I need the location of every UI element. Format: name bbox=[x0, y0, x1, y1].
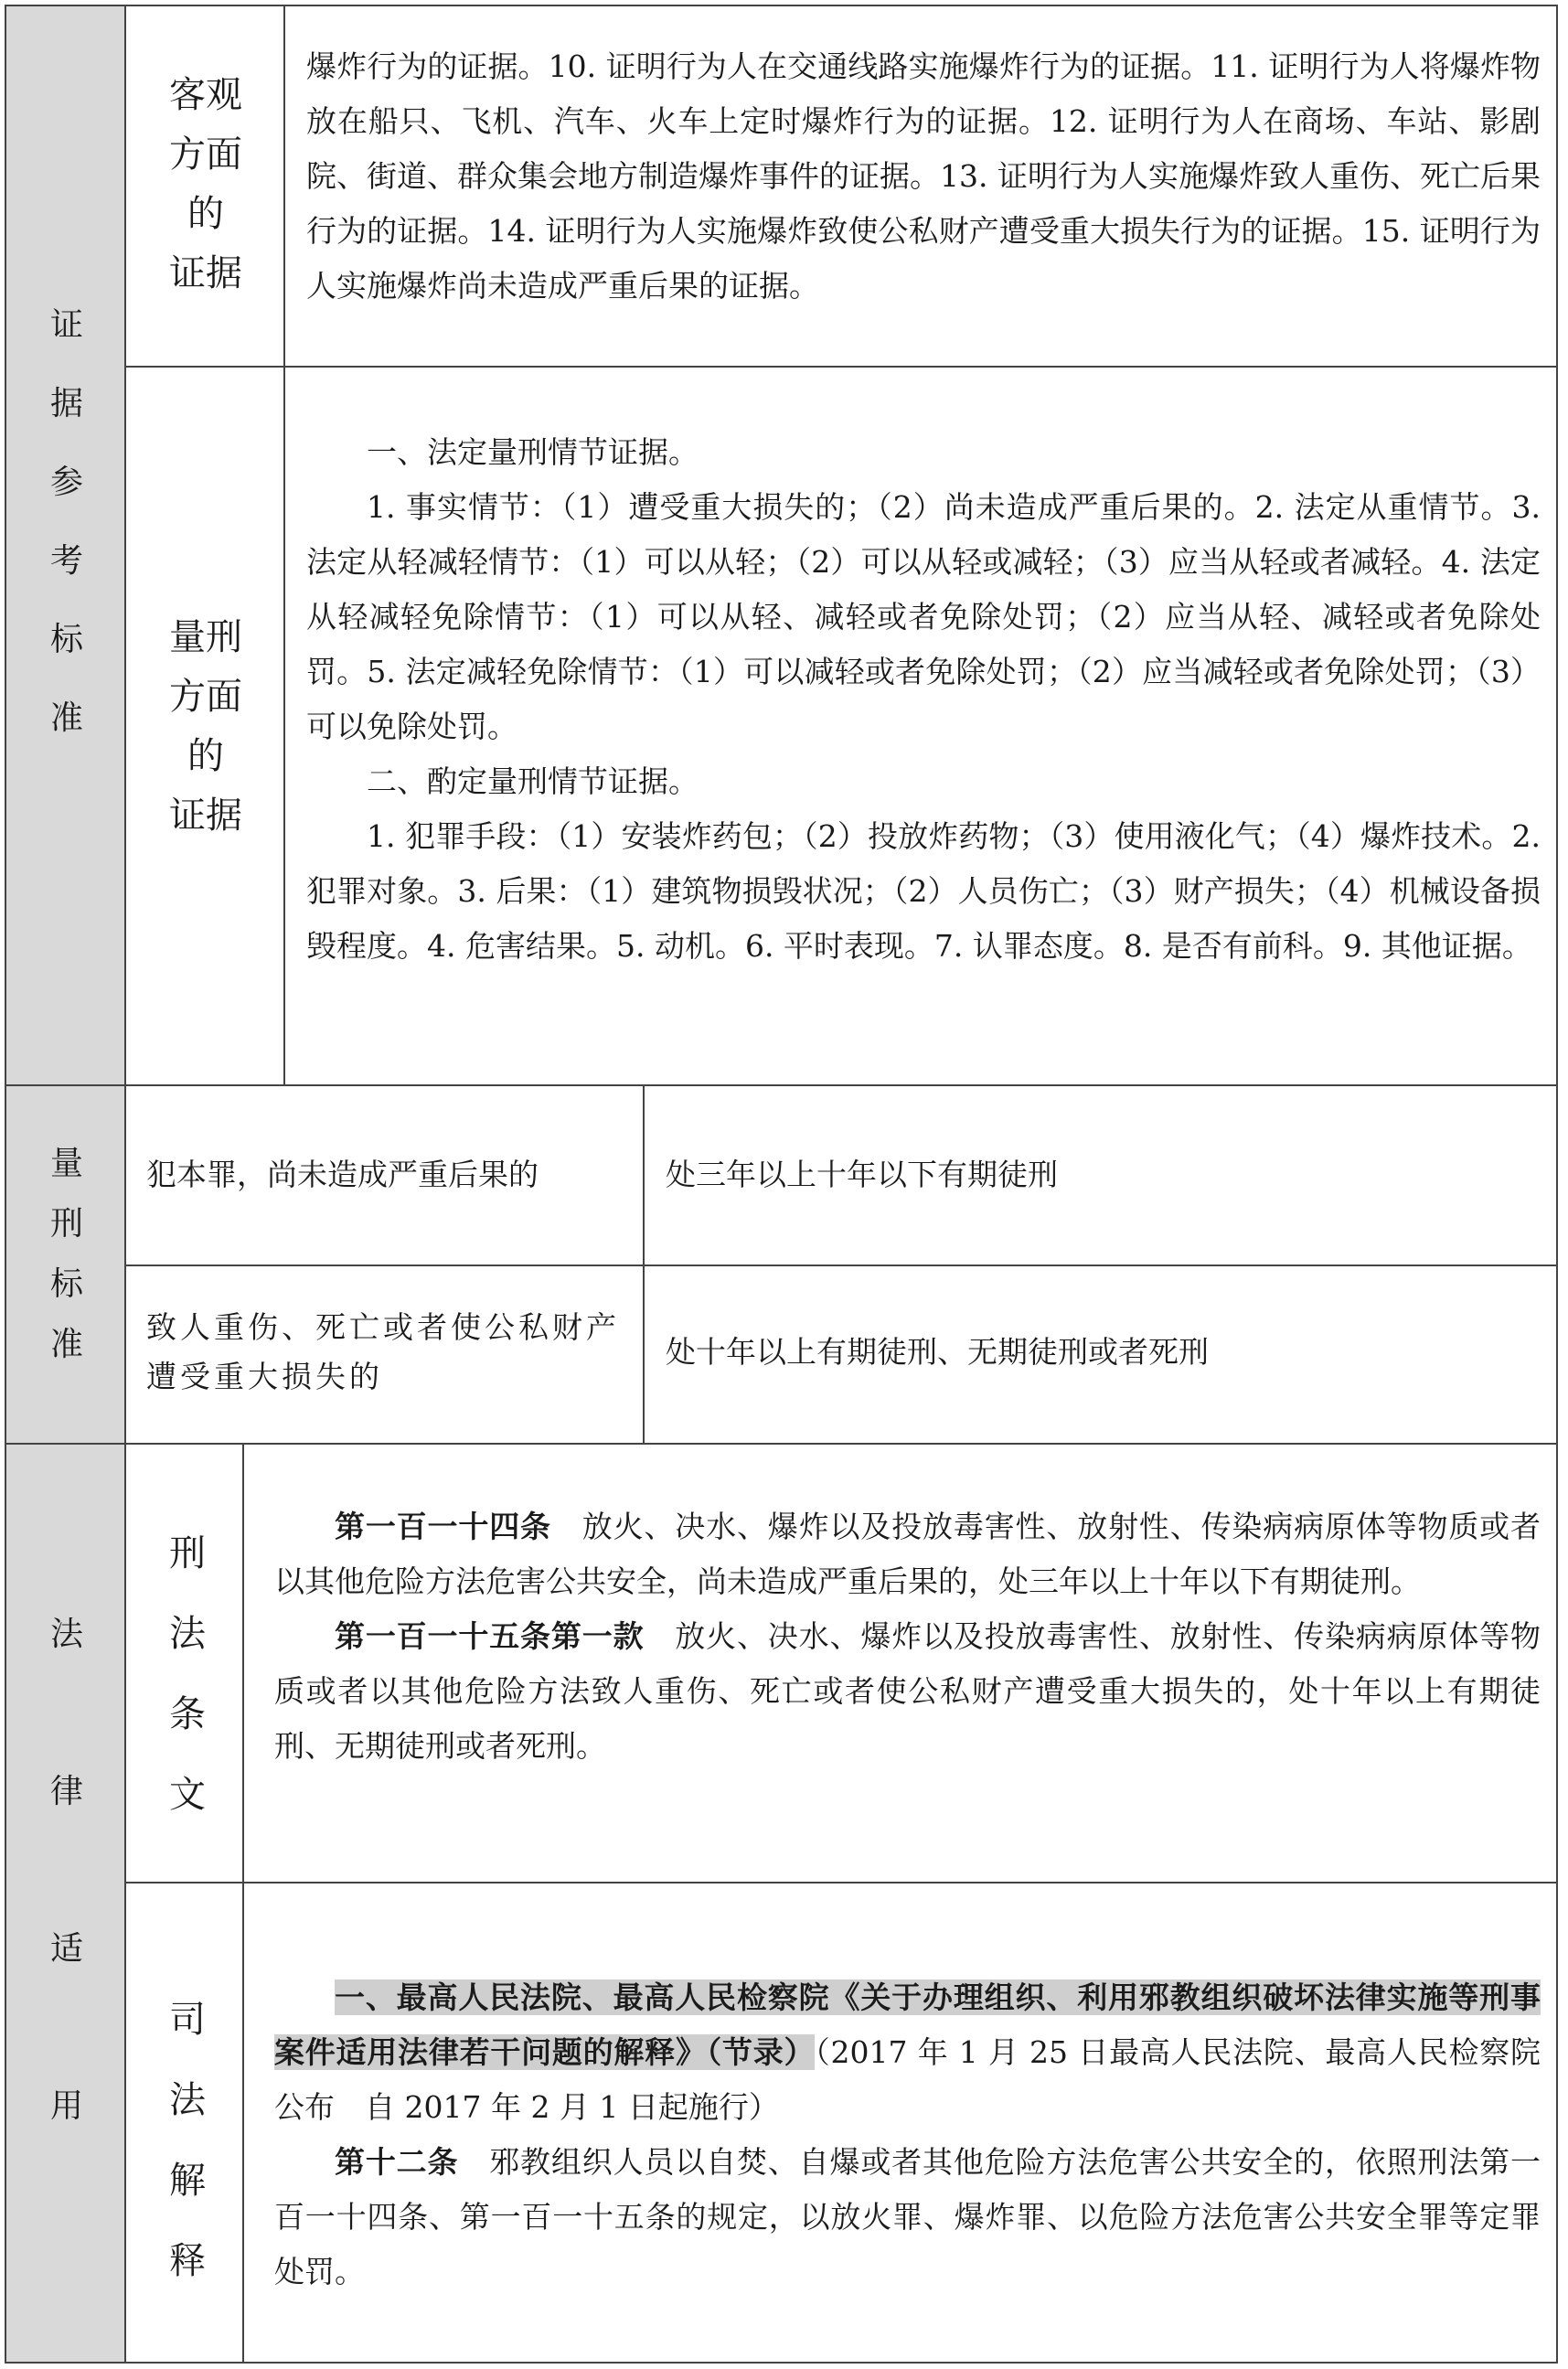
objective-evidence-label: 客观 方面 的 证据 bbox=[169, 74, 242, 294]
judicial-interpretation-text bbox=[274, 1970, 1541, 2300]
objective-evidence-text bbox=[306, 39, 1541, 314]
article-115-body: 放火、决水、爆炸以及投放毒害性、放射性、传染病病原体等物质或者以其他危险方法致人重伤、死亡或者使公私财产遭受重大损失的，处十年以上有期徒刑、无期徒刑或者死刑。 bbox=[274, 1618, 1541, 1764]
law-section-label: 法 律 适 用 bbox=[49, 1616, 83, 2125]
divider bbox=[242, 1445, 244, 2362]
divider bbox=[126, 1882, 1558, 1883]
sentencing-evidence-text bbox=[306, 425, 1541, 974]
divider bbox=[126, 1265, 1558, 1266]
divider bbox=[6, 1084, 1558, 1086]
divider bbox=[283, 6, 285, 1085]
interpretation-title-line bbox=[274, 1970, 1541, 2135]
divider bbox=[6, 1443, 1558, 1445]
evidence-section-label: 证 据 参 考 标 准 bbox=[49, 306, 83, 737]
statutory-heading: 一、法定量刑情节证据。 bbox=[367, 434, 699, 470]
interpretation-title: 一、最高人民法院、最高人民检察院《关于办理组织、利用邪教组织破坏法律实施等刑事案件适用法律若干问题的解释》（节录） bbox=[274, 1980, 1541, 2070]
penalty-condition-1: 犯本罪，尚未造成严重后果的 bbox=[146, 1157, 539, 1192]
article-115-heading: 第一百一十五条第一款 bbox=[335, 1618, 645, 1654]
judicial-interpretation-label: 司 法 解 释 bbox=[169, 1999, 206, 2282]
interpretation-meta: （2017 年 1 月 25 日最高人民法院、最高人民检察院公布 自 2017 年 2 月 1 日起施行） bbox=[274, 2034, 1541, 2125]
penalty-section-label: 量 刑 标 准 bbox=[49, 1145, 83, 1363]
article-115 bbox=[274, 1609, 1541, 1774]
criminal-law-label: 刑 法 条 文 bbox=[169, 1532, 206, 1816]
penalty-sentence-2: 处十年以上有期徒刑、无期徒刑或者死刑 bbox=[666, 1334, 1209, 1370]
statutory-items: 1. 事实情节：（1）遭受重大损失的；（2）尚未造成严重后果的。2. 法定从重情节。3. 法定从轻减轻情节：（1）可以从轻；（2）可以从轻或减轻；（3）应当从轻或者减轻。4. 法定从轻减轻免除情节：（1）可以从轻、减轻或者免除处罚；（2）应当从轻、减轻或者免除处罚。5. 法定减轻免除情节：（1）可以减轻或者免除处罚；（2）应当减轻或者免除处罚；（3）可以免除处罚。 bbox=[306, 489, 1541, 744]
criminal-law-text bbox=[274, 1499, 1541, 1774]
objective-evidence-paragraph: 爆炸行为的证据。10. 证明行为人在交通线路实施爆炸行为的证据。11. 证明行为人将爆炸物放在船只、飞机、汽车、火车上定时爆炸行为的证据。12. 证明行为人在商场、车站、影剧院、街道、群众集会地方制造爆炸事件的证据。13. 证明行为人实施爆炸致人重伤、死亡后果行为的证据。14. 证明行为人实施爆炸致使公私财产遭受重大损失行为的证据。15. 证明行为人实施爆炸尚未造成严重后果的证据。 bbox=[306, 48, 1541, 304]
article-114-heading: 第一百一十四条 bbox=[335, 1509, 551, 1544]
penalty-condition-2: 致人重伤、死亡或者使公私财产遭受重大损失的 bbox=[146, 1309, 620, 1394]
divider bbox=[126, 366, 1558, 368]
article-12-heading: 第十二条 bbox=[335, 2144, 459, 2180]
penalty-sentence-1: 处三年以上十年以下有期徒刑 bbox=[666, 1157, 1058, 1192]
article-114 bbox=[274, 1499, 1541, 1609]
article-12-body: 邪教组织人员以自焚、自爆或者其他危险方法危害公共安全的，依照刑法第一百一十四条、第一百一十五条的规定，以放火罪、爆炸罪、以危险方法危害公共安全罪等定罪处罚。 bbox=[274, 2144, 1541, 2289]
discretionary-heading: 二、酌定量刑情节证据。 bbox=[367, 763, 699, 799]
article-114-body: 放火、决水、爆炸以及投放毒害性、放射性、传染病病原体等物质或者以其他危险方法危害公共安全，尚未造成严重后果的，处三年以上十年以下有期徒刑。 bbox=[274, 1509, 1541, 1599]
sentencing-evidence-label: 量刑 方面 的 证据 bbox=[169, 616, 242, 837]
discretionary-items: 1. 犯罪手段：（1）安装炸药包；（2）投放炸药物；（3）使用液化气；（4）爆炸技术。2. 犯罪对象。3. 后果：（1）建筑物损毁状况；（2）人员伤亡；（3）财产损失；（4）机械设备损毁程度。4. 危害结果。5. 动机。6. 平时表现。7. 认罪态度。8. 是否有前科。9. 其他证据。 bbox=[306, 818, 1541, 964]
article-12 bbox=[274, 2135, 1541, 2300]
